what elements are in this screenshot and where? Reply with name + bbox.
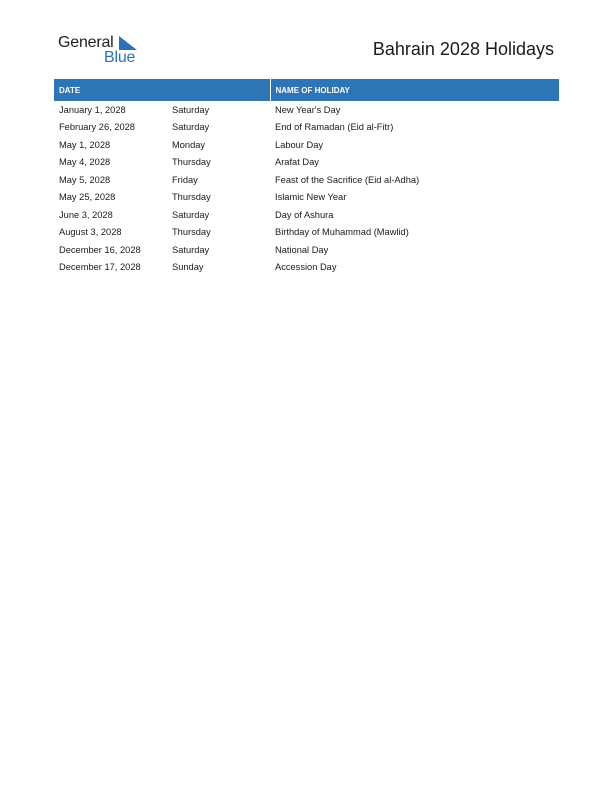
holiday-weekday: Saturday: [172, 209, 210, 220]
holiday-name: Islamic New Year: [275, 192, 347, 203]
holiday-name: End of Ramadan (Eid al-Fitr): [275, 122, 394, 133]
table-row: [54, 206, 559, 224]
holiday-name: Accession Day: [275, 262, 337, 273]
holiday-weekday: Monday: [172, 139, 206, 150]
holiday-name: National Day: [275, 244, 329, 255]
holiday-weekday: Thursday: [172, 157, 211, 168]
table-row: [54, 189, 559, 207]
holiday-name: Feast of the Sacrifice (Eid al-Adha): [275, 174, 420, 185]
holiday-date: May 5, 2028: [59, 174, 111, 185]
holiday-date: January 1, 2028: [59, 104, 126, 115]
holiday-name: Birthday of Muhammad (Mawlid): [275, 227, 409, 238]
holiday-date: December 17, 2028: [59, 262, 141, 273]
table-row: [54, 224, 559, 242]
logo: [58, 34, 148, 68]
holiday-date: February 26, 2028: [59, 122, 135, 133]
holiday-name: Day of Ashura: [275, 209, 334, 220]
column-header-holiday-name: NAME OF HOLIDAY: [270, 79, 559, 101]
holiday-weekday: Saturday: [172, 122, 210, 133]
table-row: [54, 241, 559, 259]
table-row: [54, 101, 559, 119]
holiday-date: December 16, 2028: [59, 244, 141, 255]
table-row: [54, 119, 559, 137]
holiday-date: May 1, 2028: [59, 139, 111, 150]
table-row: [54, 259, 559, 277]
table-row: [54, 154, 559, 172]
holiday-weekday: Sunday: [172, 262, 204, 273]
holiday-weekday: Thursday: [172, 192, 211, 203]
holiday-name: Labour Day: [275, 139, 324, 150]
blue-triangle-icon: [119, 36, 137, 50]
holiday-name: New Year's Day: [275, 104, 341, 115]
holiday-weekday: Thursday: [172, 227, 211, 238]
holiday-weekday: Saturday: [172, 104, 210, 115]
column-header-date: DATE: [54, 79, 270, 101]
table-row: [54, 136, 559, 154]
table-header-row: [54, 79, 559, 101]
holiday-table: [54, 79, 559, 276]
logo-word-blue: Blue: [104, 49, 136, 66]
page-title: Bahrain 2028 Holidays: [372, 39, 554, 59]
holiday-name: Arafat Day: [275, 157, 319, 168]
holiday-date: August 3, 2028: [59, 227, 122, 238]
holiday-date: May 4, 2028: [59, 157, 111, 168]
holiday-date: June 3, 2028: [59, 209, 113, 220]
holiday-date: May 25, 2028: [59, 192, 116, 203]
holiday-weekday: Saturday: [172, 244, 210, 255]
table-row: [54, 171, 559, 189]
holiday-weekday: Friday: [172, 174, 198, 185]
logo-word-general: General: [58, 34, 114, 51]
